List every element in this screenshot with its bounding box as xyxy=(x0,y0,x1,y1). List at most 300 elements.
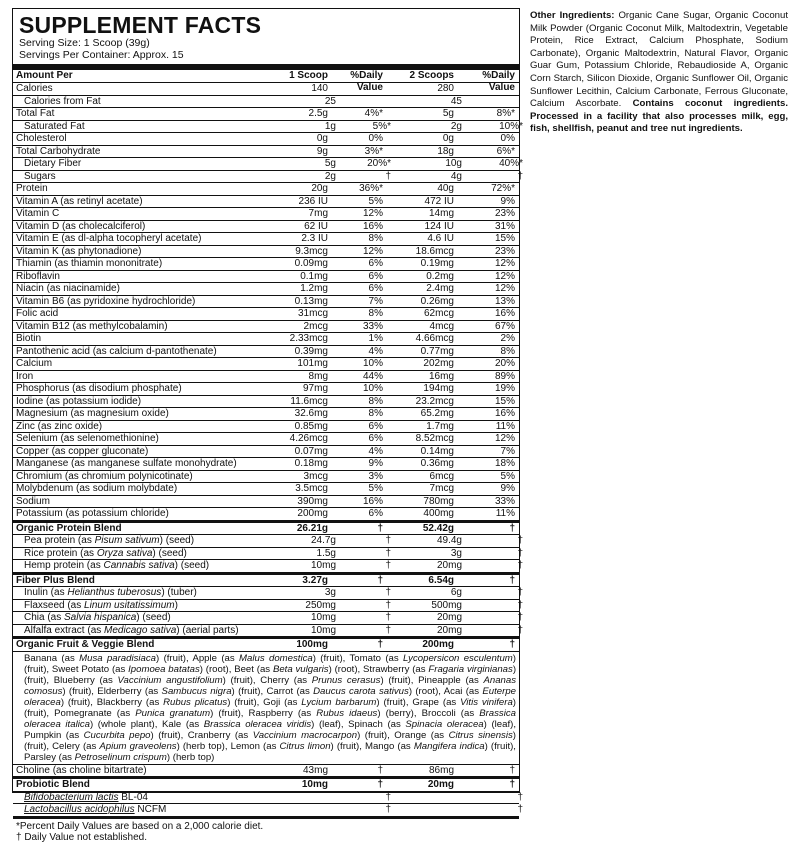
amount-1-scoop: 3g xyxy=(324,587,336,598)
latin-name: Mangifera indica xyxy=(413,740,485,752)
row-name: Biotin xyxy=(16,333,42,344)
amount-1-scoop: 2.5g xyxy=(308,108,328,119)
amount-2-scoops: 0.26mg xyxy=(420,295,454,307)
dv-2-scoops: † xyxy=(517,624,523,636)
nutrient-row xyxy=(13,321,519,334)
row-name-latin: Helianthus tuberosus xyxy=(67,587,162,598)
blend-item-row xyxy=(13,560,523,573)
latin-name: Apium graveolens xyxy=(99,740,177,752)
amount-1-scoop: 10mg xyxy=(310,612,336,623)
dv-1-scoop: † xyxy=(377,764,383,776)
dv-2-scoops: 16% xyxy=(494,308,515,319)
amount-1-scoop: 3.27g xyxy=(302,574,328,586)
amount-2-scoops: 52.42g xyxy=(422,522,454,534)
dv-2-scoops: 8% xyxy=(500,345,515,357)
dv-1-scoop: † xyxy=(385,170,391,182)
other-ingredients-label: Other Ingredients: xyxy=(530,10,615,21)
dv-2-scoops: 40%* xyxy=(499,158,523,169)
amount-1-scoop: 97mg xyxy=(302,383,328,394)
amount-2-scoops xyxy=(391,804,462,816)
nutrient-row xyxy=(13,208,519,221)
nutrient-row xyxy=(13,358,519,371)
dv-2-scoops: 31% xyxy=(494,220,515,232)
nutrient-row xyxy=(13,421,519,434)
latin-name: Punica granatum xyxy=(135,707,211,719)
row-name: Niacin (as niacinamide) xyxy=(16,283,120,294)
row-name: Choline (as choline bitartrate) xyxy=(16,764,147,776)
amount-2-scoops: 14mg xyxy=(428,208,454,219)
amount-2-scoops: 2.4mg xyxy=(426,283,454,294)
dv-1-scoop: 12% xyxy=(362,245,383,257)
row-name: Vitamin E (as dl-alpha tocopheryl acetate) xyxy=(16,233,202,244)
dv-1-scoop: 6% xyxy=(368,270,383,282)
row-name: Organic Fruit & Veggie Blend xyxy=(16,639,155,650)
row-name: Dietary Fiber xyxy=(24,158,82,169)
dv-1-scoop xyxy=(328,83,383,95)
row-name: Hemp protein (as Cannabis sativa) (seed) xyxy=(24,560,210,571)
nutrient-row xyxy=(13,383,519,396)
dv-1-scoop: 4% xyxy=(368,345,383,357)
nutrient-row xyxy=(13,283,519,296)
panel-title: SUPPLEMENT FACTS xyxy=(19,12,262,38)
amount-2-scoops: 202mg xyxy=(423,358,454,369)
amount-2-scoops: 0.2mg xyxy=(426,270,454,282)
amount-2-scoops: 472 IU xyxy=(424,195,454,207)
dv-1-scoop: 6% xyxy=(368,283,383,294)
row-name: Calcium xyxy=(16,358,53,369)
nutrient-row xyxy=(13,108,519,121)
row-name: Molybdenum (as sodium molybdate) xyxy=(16,483,178,494)
dv-1-scoop: 44% xyxy=(362,370,383,382)
dv-1-scoop: † xyxy=(377,574,383,586)
amount-2-scoops: 0.77mg xyxy=(420,345,454,357)
nutrient-row xyxy=(13,396,519,409)
amount-1-scoop: 8mg xyxy=(308,370,328,382)
dv-1-scoop: † xyxy=(385,560,391,571)
nutrient-row xyxy=(13,471,519,484)
amount-1-scoop: 20g xyxy=(311,183,328,194)
row-name: Pea protein (as Pisum sativum) (seed) xyxy=(24,535,195,546)
dv-2-scoops: 72%* xyxy=(491,183,515,194)
amount-2-scoops: 20mg xyxy=(436,624,462,636)
amount-2-scoops: 23.2mcg xyxy=(415,395,454,407)
amount-2-scoops: 65.2mg xyxy=(420,408,454,419)
dv-2-scoops: † xyxy=(509,574,515,586)
nutrient-row xyxy=(13,296,519,309)
amount-1-scoop: 7mg xyxy=(308,208,328,219)
dv-1-scoop: 5% xyxy=(368,483,383,494)
latin-name: Ipomoea batatas xyxy=(128,663,200,675)
nutrient-rows xyxy=(13,83,523,817)
amount-1-scoop: 0.85mg xyxy=(294,420,328,432)
dv-2-scoops: 6%* xyxy=(496,145,515,157)
latin-name: Vaccinium angustifolium xyxy=(117,674,223,686)
row-name: Saturated Fat xyxy=(24,120,85,132)
latin-name: Brassica oleracea viridis xyxy=(203,718,312,730)
latin-name: Vitis vinifera xyxy=(460,696,513,708)
amount-1-scoop: 11.6mcg xyxy=(290,395,328,407)
blend-item-row xyxy=(13,599,523,613)
blend-row xyxy=(13,573,519,588)
dv-1-scoop: 36%* xyxy=(359,183,383,194)
dv-1-scoop: † xyxy=(385,587,391,598)
amount-1-scoop: 9.3mcg xyxy=(295,245,328,257)
amount-1-scoop: 200mg xyxy=(297,508,328,519)
probiotic-item-row xyxy=(13,804,523,817)
dv-1-scoop: 5%* xyxy=(372,120,391,132)
amount-1-scoop: 5g xyxy=(324,158,336,169)
row-name: Vitamin K (as phytonadione) xyxy=(16,245,142,257)
dv-1-scoop: † xyxy=(385,535,391,546)
row-name: Probiotic Blend xyxy=(16,779,90,790)
amount-2-scoops: 10g xyxy=(445,158,462,169)
amount-2-scoops: 5g xyxy=(442,108,454,119)
blend-row xyxy=(13,521,519,536)
amount-1-scoop xyxy=(282,804,336,816)
dv-2-scoops: 9% xyxy=(500,483,515,494)
amount-2-scoops: 4.66mcg xyxy=(415,333,454,344)
dv-1-scoop: 33% xyxy=(362,320,383,332)
dv-1-scoop: † xyxy=(377,639,383,650)
amount-1-scoop: 101mg xyxy=(297,358,328,369)
row-name: Selenium (as selenomethionine) xyxy=(16,433,159,444)
latin-name: Malus domestica xyxy=(239,652,313,664)
row-name: Thiamin (as thiamin mononitrate) xyxy=(16,258,163,269)
row-name: Protein xyxy=(16,183,48,194)
dv-1-scoop: † xyxy=(377,779,383,790)
row-name: Chia (as Salvia hispanica) (seed) xyxy=(24,612,171,623)
amount-1-scoop: 25 xyxy=(324,95,336,107)
latin-name: Euterpe oleracea xyxy=(24,685,517,708)
dv-1-scoop: 10% xyxy=(362,383,383,394)
dv-2-scoops: † xyxy=(517,170,523,182)
dv-2-scoops: 0% xyxy=(500,133,515,144)
dv-2-scoops: 12% xyxy=(494,283,515,294)
amount-1-scoop: 0.09mg xyxy=(294,258,328,269)
amount-1-scoop: 0.1mg xyxy=(300,270,328,282)
amount-2-scoops: 4g xyxy=(450,170,462,182)
nutrient-row xyxy=(13,408,519,421)
row-name: Zinc (as zinc oxide) xyxy=(16,420,103,432)
latin-name: Rubus idaeus xyxy=(316,707,378,719)
dv-2-scoops: 5% xyxy=(500,470,515,482)
dv-2-scoops: 19% xyxy=(494,383,515,394)
latin-name: Citrus sinensis xyxy=(448,729,513,741)
blend-item-row xyxy=(13,612,523,625)
dv-2-scoops: † xyxy=(509,522,515,534)
nutrient-row xyxy=(13,158,523,171)
dv-2-scoops: 11% xyxy=(495,508,515,519)
dv-1-scoop: 6% xyxy=(368,420,383,432)
row-name: Fiber Plus Blend xyxy=(16,574,95,586)
amount-2-scoops: 40g xyxy=(437,183,454,194)
dv-2-scoops: 89% xyxy=(494,370,515,382)
dv-1-scoop: 8% xyxy=(368,308,383,319)
amount-2-scoops: 124 IU xyxy=(424,220,454,232)
row-name: Folic acid xyxy=(16,308,59,319)
allergen-statement: Contains coconut ingredients. Processed in a facility that also processes milk, egg, fish, shellfish, peanut and tree nut ingredients. xyxy=(530,98,788,135)
dv-1-scoop: 4% xyxy=(368,445,383,457)
amount-2-scoops: 16mg xyxy=(428,370,454,382)
amount-1-scoop: 236 IU xyxy=(298,195,328,207)
dv-2-scoops: 12% xyxy=(494,433,515,444)
amount-1-scoop: 0g xyxy=(316,133,328,144)
dv-2-scoops: 16% xyxy=(494,408,515,419)
dv-2-scoops: 20% xyxy=(494,358,515,369)
row-name: Rice protein (as Oryza sativa) (seed) xyxy=(24,547,187,559)
dv-2-scoops: 12% xyxy=(494,258,515,269)
row-name: Copper (as copper gluconate) xyxy=(16,445,149,457)
row-name: Vitamin B6 (as pyridoxine hydrochloride) xyxy=(16,295,196,307)
amount-1-scoop xyxy=(282,792,336,804)
amount-2-scoops: 20mg xyxy=(436,612,462,623)
amount-1-scoop: 250mg xyxy=(305,599,336,611)
latin-name: Rubus plicatus xyxy=(163,696,228,708)
amount-1-scoop: 4.26mcg xyxy=(289,433,328,444)
row-name-latin: Linum usitatissimum xyxy=(84,599,175,611)
dv-2-scoops: † xyxy=(509,639,515,650)
row-name: Bifidobacterium lactis BL-04 xyxy=(24,791,148,803)
amount-2-scoops: 0.14mg xyxy=(420,445,454,457)
dv-2-scoops: 67% xyxy=(494,320,515,332)
amount-1-scoop: 3.5mcg xyxy=(295,483,328,494)
latin-name: Cucurbita pepo xyxy=(83,729,151,741)
header-dv-2: %Daily Value xyxy=(482,70,515,93)
dv-2-scoops: 15% xyxy=(494,395,515,407)
latin-name: Ananas comosus xyxy=(24,674,517,697)
dv-1-scoop: † xyxy=(385,624,391,636)
row-name: Vitamin D (as cholecalciferol) xyxy=(16,220,146,232)
choline-row xyxy=(13,765,519,778)
latin-name: Lycopersicon esculentum xyxy=(403,652,513,664)
blend-item-row xyxy=(13,587,523,600)
footnote-dagger: † Daily Value not established. xyxy=(16,832,148,843)
nutrient-row xyxy=(13,346,519,359)
amount-1-scoop: 26.21g xyxy=(296,522,328,534)
dv-1-scoop: 7% xyxy=(368,295,383,307)
row-name: Riboflavin xyxy=(16,270,60,282)
latin-name: Musa paradisiaca xyxy=(79,652,157,664)
dv-1-scoop: 3%* xyxy=(364,145,383,157)
row-name: Flaxseed (as Linum usitatissimum) xyxy=(24,599,178,611)
dv-2-scoops: † xyxy=(517,599,523,611)
dv-2-scoops: † xyxy=(517,587,523,598)
dv-1-scoop: 3% xyxy=(368,470,383,482)
amount-1-scoop: 1g xyxy=(324,120,336,132)
probiotic-row xyxy=(13,777,519,792)
nutrient-row xyxy=(13,96,519,109)
servings-per-container: Servings Per Container: Approx. 15 xyxy=(19,49,184,61)
dv-1-scoop: 0% xyxy=(368,133,383,144)
nutrient-row xyxy=(13,183,519,196)
row-name: Phosphorus (as disodium phosphate) xyxy=(16,383,182,394)
amount-1-scoop: 2.3 IU xyxy=(301,233,328,244)
amount-2-scoops: 780mg xyxy=(423,495,454,507)
amount-2-scoops: 62mcg xyxy=(423,308,454,319)
amount-2-scoops: 0g xyxy=(442,133,454,144)
dv-2-scoops: 9% xyxy=(500,195,515,207)
dv-2-scoops: 2% xyxy=(500,333,515,344)
dv-2-scoops: † xyxy=(517,612,523,623)
dv-2-scoops: 33% xyxy=(494,495,515,507)
nutrient-row xyxy=(13,508,519,521)
row-name-latin: Cannabis sativa xyxy=(103,560,175,571)
latin-name: Vaccinium macrocarpon xyxy=(252,729,358,741)
amount-2-scoops: 400mg xyxy=(423,508,454,519)
amount-2-scoops: 6mcg xyxy=(429,470,454,482)
amount-1-scoop: 43mg xyxy=(302,764,328,776)
dv-1-scoop: 4%* xyxy=(364,108,383,119)
dv-2-scoops: † xyxy=(517,547,523,559)
dv-1-scoop: 6% xyxy=(368,508,383,519)
amount-2-scoops: 8.52mcg xyxy=(415,433,454,444)
dv-2-scoops: † xyxy=(517,560,523,571)
amount-1-scoop: 3mcg xyxy=(303,470,328,482)
blend-item-row xyxy=(13,624,523,638)
dv-2-scoops: † xyxy=(517,804,523,815)
dv-1-scoop xyxy=(336,96,391,108)
nutrient-row xyxy=(13,233,519,246)
amount-2-scoops: 18g xyxy=(437,145,454,157)
latin-name: Petroselinum crispum xyxy=(74,751,167,763)
dv-1-scoop: † xyxy=(385,804,391,815)
latin-name: Daucus carota sativus xyxy=(313,685,409,697)
row-name: Magnesium (as magnesium oxide) xyxy=(16,408,169,419)
header-2-scoops: 2 Scoops xyxy=(409,70,454,81)
amount-1-scoop: 0.07mg xyxy=(294,445,328,457)
amount-2-scoops: 4.6 IU xyxy=(427,233,454,244)
dv-1-scoop: 9% xyxy=(368,458,383,469)
dv-2-scoops: 7% xyxy=(500,445,515,457)
amount-1-scoop: 9g xyxy=(316,145,328,157)
amount-1-scoop: 62 IU xyxy=(304,220,328,232)
probiotic-item-row xyxy=(13,791,523,805)
amount-1-scoop: 31mcg xyxy=(297,308,328,319)
nutrient-row xyxy=(13,433,519,446)
row-name-latin: Oryza sativa xyxy=(96,547,153,559)
dv-1-scoop: † xyxy=(385,791,391,803)
row-name: Vitamin C xyxy=(16,208,60,219)
dv-2-scoops: 11% xyxy=(495,420,515,432)
nutrient-row xyxy=(13,271,519,284)
nutrient-row xyxy=(13,333,519,346)
dv-2-scoops: 23% xyxy=(494,208,515,219)
amount-2-scoops: 18.6mcg xyxy=(415,245,454,257)
nutrient-row xyxy=(13,496,519,509)
dv-2-scoops: † xyxy=(517,535,523,546)
dv-1-scoop: 8% xyxy=(368,408,383,419)
row-name: Manganese (as manganese sulfate monohydrate) xyxy=(16,458,237,469)
row-name: Potassium (as potassium chloride) xyxy=(16,508,169,519)
amount-1-scoop: 32.6mg xyxy=(294,408,328,419)
row-name: Cholesterol xyxy=(16,133,67,144)
row-name: Sugars xyxy=(24,170,56,182)
row-name: Total Fat xyxy=(16,108,55,119)
amount-1-scoop: 10mg xyxy=(310,624,336,636)
nutrient-row xyxy=(13,246,519,259)
amount-2-scoops: 49.4g xyxy=(436,535,462,546)
dv-1-scoop: 10% xyxy=(362,358,383,369)
dv-1-scoop: † xyxy=(385,612,391,623)
amount-2-scoops: 86mg xyxy=(428,764,454,776)
row-name: Sodium xyxy=(16,495,50,507)
dv-2-scoops: 18% xyxy=(494,458,515,469)
amount-2-scoops: 45 xyxy=(450,95,462,107)
nutrient-row xyxy=(13,133,519,146)
other-ingredients-text: Organic Cane Sugar, Organic Coconut Milk Powder (Organic Coconut Milk, Maltodextrin, Vegetable Protein, Rice Extract, Calcium Phosphate, Sodium Carbonate), Organic Maltodextrin, Natural Flavor, Organic Guar Gum, Potassium Chloride, Rebaudioside A, Organic Corn Starch, Silicon Dioxide, Organic Sunflower Oil, Organic Sunflower Lecithin, Calcium Carbonate, Ferrous Gluconate, Calcium Ascorbate. xyxy=(530,10,789,110)
row-name-latin: Pisum sativum xyxy=(94,535,160,546)
dv-1-scoop: † xyxy=(385,547,391,559)
dv-2-scoops: 8%* xyxy=(496,108,515,119)
nutrient-row xyxy=(13,146,519,159)
row-name: Iron xyxy=(16,370,34,382)
row-name: Chromium (as chromium polynicotinate) xyxy=(16,470,193,482)
row-name-latin: Lactobacillus acidophilus xyxy=(24,804,135,815)
nutrient-row xyxy=(13,458,519,471)
latin-name: Fragaria virginianas xyxy=(428,663,513,675)
dv-1-scoop: 16% xyxy=(362,495,383,507)
amount-2-scoops: 6g xyxy=(450,587,462,598)
row-name: Total Carbohydrate xyxy=(16,145,101,157)
latin-name: Brassica oleracea italica xyxy=(24,707,516,730)
dv-2-scoops xyxy=(462,96,523,108)
other-ingredients xyxy=(530,10,788,136)
supplement-facts-panel xyxy=(12,8,523,843)
dv-2-scoops: 10%* xyxy=(499,120,523,132)
nutrient-row xyxy=(13,221,519,234)
amount-1-scoop: 100mg xyxy=(296,639,328,650)
amount-2-scoops: 194mg xyxy=(423,383,454,394)
nutrient-row xyxy=(13,83,519,96)
amount-1-scoop: 0.13mg xyxy=(294,295,328,307)
amount-2-scoops: 7mcg xyxy=(429,483,454,494)
amount-2-scoops xyxy=(391,792,462,804)
dv-2-scoops: 23% xyxy=(494,245,515,257)
latin-name: Sambucus nigra xyxy=(161,685,232,697)
dv-1-scoop: 20%* xyxy=(367,158,391,169)
row-name: Pantothenic acid (as calcium d-pantothenate) xyxy=(16,345,217,357)
dv-1-scoop: 8% xyxy=(368,233,383,244)
amount-2-scoops: 0.36mg xyxy=(420,458,454,469)
dv-2-scoops: † xyxy=(509,764,515,776)
row-name: Iodine (as potassium iodide) xyxy=(16,395,142,407)
row-name-latin: Salvia hispanica xyxy=(64,612,137,623)
amount-2-scoops: 3g xyxy=(450,547,462,559)
blend-item-row xyxy=(13,547,523,561)
amount-1-scoop: 0.39mg xyxy=(294,345,328,357)
amount-2-scoops: 20mg xyxy=(436,560,462,571)
dv-1-scoop: 6% xyxy=(368,433,383,444)
serving-size: Serving Size: 1 Scoop (39g) xyxy=(19,37,150,49)
row-name: Vitamin A (as retinyl acetate) xyxy=(16,195,143,207)
fruit-veggie-note: Banana (as Musa paradisiaca) (fruit), Apple (as Malus domestica) (fruit), Tomato (as Lycopersicon esculentum) (fruit), Sweet Potato (as Ipomoea batatas) (root), Beet (as Beta vulgaris) (root), Strawberry (as Fragaria virginianas) (fruit), Blueberry (as Vaccinium angustifolium) (fruit), Cherry (as Prunus cerasus) (fruit), Pineapple (as Ananas comosus) (fruit), Elderberry (as Sambucus nigra) (fruit), Carrot (as Daucus carota sativus) (root), Acai (as Euterpe oleracea) (fruit), Blackberry (as Rubus plicatus) (fruit), Goji (as Lycium barbarum) (fruit), Grape (as Vitis vinifera) (fruit), Pomegranate (as Punica granatum) (fruit), Raspberry (as Rubus idaeus) (berry), Broccoli (as Brassica oleracea italica) (whole plant), Kale (as Brassica oleracea viridis) (leaf), Spinach (as Spinacia oleracea) (leaf), Pumpkin (as Cucurbita pepo) (fruit), Cranberry (as Vaccinium macrocarpon) (fruit), Orange (as Citrus sinensis) (fruit), Celery (as Apium graveolens) (herb top), Lemon (as Citrus limon) (fruit), Mango (as Mangifera indica) (fruit), Parsley (as Petroselinum crispum) (herb top) xyxy=(13,652,519,765)
nutrient-row xyxy=(13,483,519,496)
amount-1-scoop: 140 xyxy=(311,83,328,94)
nutrient-row xyxy=(13,170,523,184)
nutrient-row xyxy=(13,371,519,384)
dv-1-scoop: 12% xyxy=(362,208,383,219)
amount-1-scoop: 0.18mg xyxy=(294,458,328,469)
latin-name: Lycium barbarum xyxy=(301,696,377,708)
row-name: Inulin (as Helianthus tuberosus) (tuber) xyxy=(24,587,197,598)
amount-1-scoop: 2g xyxy=(324,170,336,182)
row-name-latin: Bifidobacterium lactis xyxy=(24,791,119,803)
amount-1-scoop: 1.2mg xyxy=(300,283,328,294)
amount-2-scoops: 500mg xyxy=(431,599,462,611)
amount-1-scoop: 2.33mcg xyxy=(289,333,328,344)
amount-2-scoops: 6.54g xyxy=(428,574,454,586)
amount-2-scoops: 280 xyxy=(437,83,454,94)
